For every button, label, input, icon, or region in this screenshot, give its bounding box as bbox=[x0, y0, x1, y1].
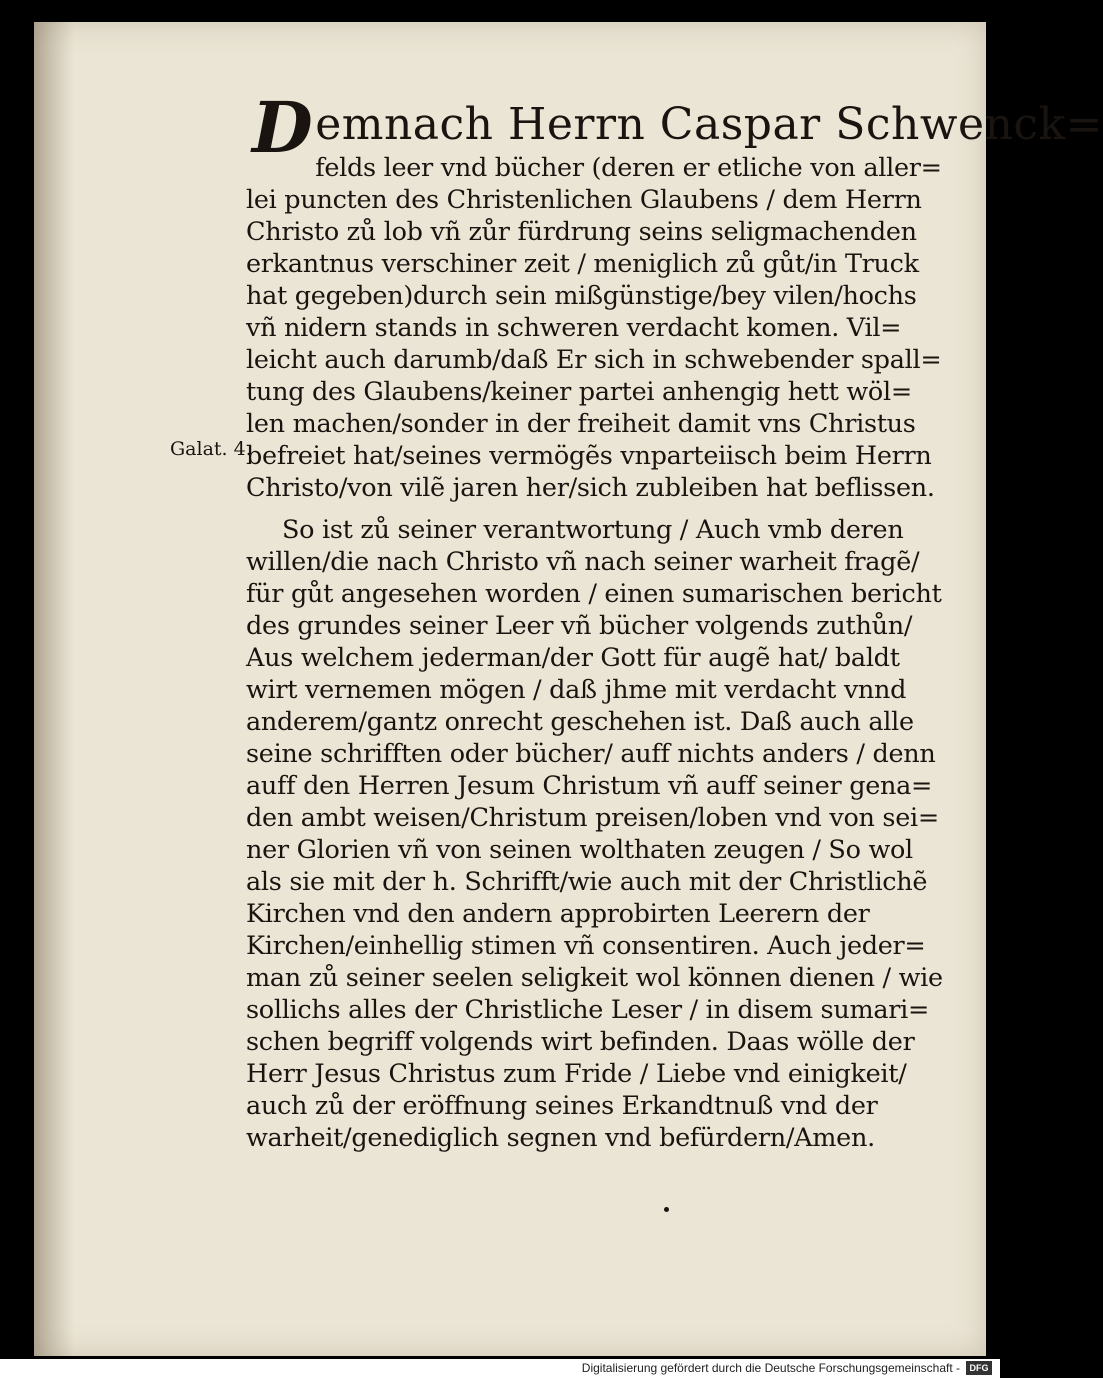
text-line: willen/die nach Christo vñ nach seiner warheit fragẽ/ bbox=[246, 547, 920, 577]
text-line: len machen/sonder in der freiheit damit vns Christus bbox=[246, 409, 916, 439]
text-line: ner Glorien vñ von seinen wolthaten zeugen / So wol bbox=[246, 835, 913, 865]
printer-mark bbox=[664, 1207, 669, 1212]
text-line: leicht auch darumb/daß Er sich in schwebender spall= bbox=[246, 345, 942, 375]
text-line: auch zů der eröffnung seines Erkandtnuß vnd der bbox=[246, 1091, 878, 1121]
text-line: des grundes seiner Leer vñ bücher volgends zuthůn/ bbox=[246, 611, 913, 641]
text-line: Aus welchem jederman/der Gott für augẽ hat/ baldt bbox=[246, 643, 900, 673]
text-line: felds leer vnd bücher (deren er etliche von aller= bbox=[315, 153, 942, 183]
text-line: erkantnus verschiner zeit / meniglich zů gůt/in Truck bbox=[246, 249, 919, 279]
text-line: warheit/genediglich segnen vnd befürdern/Amen. bbox=[246, 1123, 875, 1153]
text-line: Kirchen/einhellig stimen vñ consentiren. Auch jeder= bbox=[246, 931, 926, 961]
text-line: So ist zů seiner verantwortung / Auch vmb deren bbox=[282, 515, 904, 545]
dfg-logo: DFG bbox=[966, 1361, 992, 1375]
text-line: vñ nidern stands in schweren verdacht komen. Vil= bbox=[246, 313, 902, 343]
text-line: für gůt angesehen worden / einen sumarischen bericht bbox=[246, 579, 942, 609]
initial-capital: D bbox=[252, 86, 314, 169]
heading-line-text: emnach Herrn Caspar Schwenck= bbox=[315, 99, 1103, 150]
text-line: anderem/gantz onrecht geschehen ist. Daß auch alle bbox=[246, 707, 914, 737]
text-line: wirt vernemen mögen / daß jhme mit verdacht vnnd bbox=[246, 675, 907, 705]
text-line: Christo zů lob vñ zůr fürdrung seins seligmachenden bbox=[246, 217, 917, 247]
funding-credit: Digitalisierung gefördert durch die Deutsche Forschungsgemeinschaft - bbox=[581, 1361, 960, 1375]
footer-bar bbox=[0, 1359, 1000, 1378]
text-line: Herr Jesus Christus zum Fride / Liebe vnd einigkeit/ bbox=[246, 1059, 907, 1089]
text-line: sollichs alles der Christliche Leser / in disem sumari= bbox=[246, 995, 930, 1025]
margin-note: Galat. 4. bbox=[170, 438, 252, 460]
paragraph-1 bbox=[246, 152, 946, 504]
text-line: den ambt weisen/Christum preisen/loben vnd von sei= bbox=[246, 803, 939, 833]
text-line: befreiet hat/seines vermögẽs vnparteiisch beim Herrn bbox=[246, 441, 932, 471]
text-line: auff den Herren Jesum Christum vñ auff seiner gena= bbox=[246, 771, 933, 801]
text-line: man zů seiner seelen seligkeit wol können dienen / wie bbox=[246, 963, 943, 993]
text-line: Christo/von vilẽ jaren her/sich zubleiben hat beflissen. bbox=[246, 473, 935, 503]
text-line: schen begriff volgends wirt befinden. Daas wölle der bbox=[246, 1027, 915, 1057]
text-line: lei puncten des Christenlichen Glaubens / dem Herrn bbox=[246, 185, 922, 215]
text-line: tung des Glaubens/keiner partei anhengig hett wöl= bbox=[246, 377, 912, 407]
text-line: Kirchen vnd den andern approbirten Leerern der bbox=[246, 899, 870, 929]
text-line: seine schrifften oder bücher/ auff nichts anders / denn bbox=[246, 739, 936, 769]
paragraph-2 bbox=[246, 514, 946, 1154]
main-text bbox=[246, 86, 1103, 1154]
text-line: als sie mit der h. Schrifft/wie auch mit der Christlichẽ bbox=[246, 867, 928, 897]
text-line: hat gegeben)durch sein mißgünstige/bey vilen/hochs bbox=[246, 281, 917, 311]
page-gutter-shadow bbox=[34, 22, 74, 1356]
